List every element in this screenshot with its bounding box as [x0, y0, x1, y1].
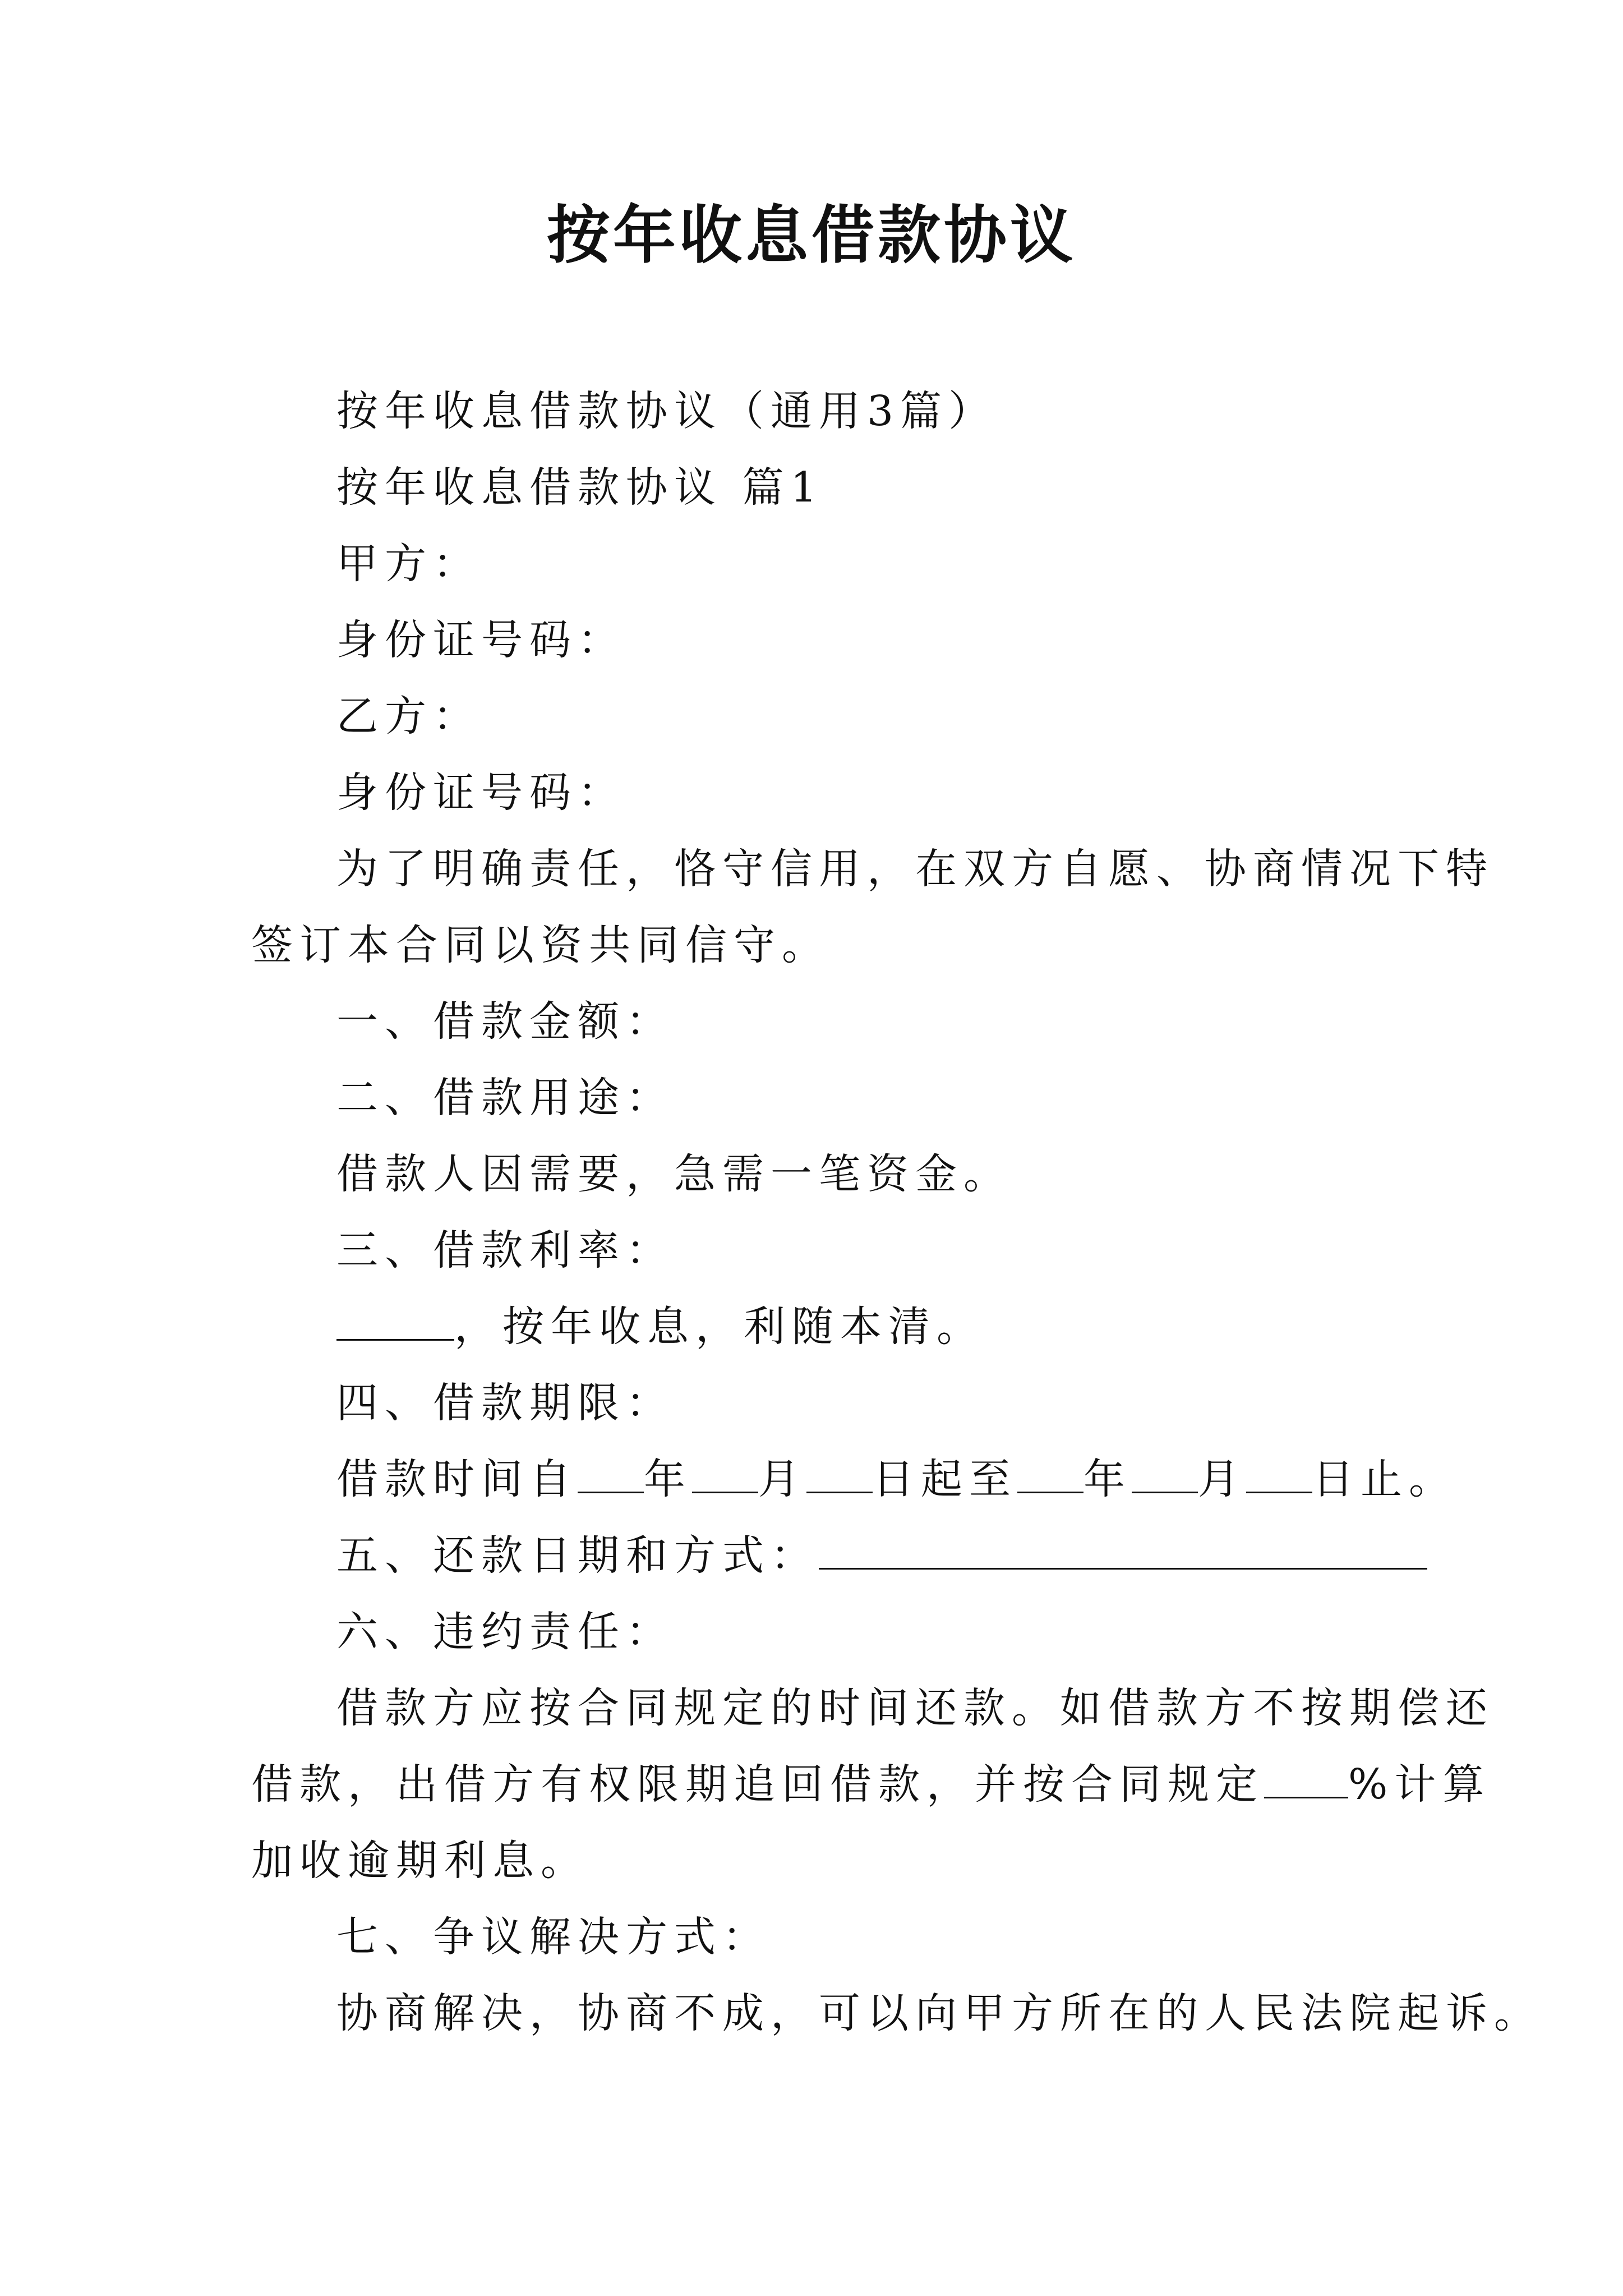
start-month-blank [692, 1457, 758, 1493]
party-b-label: 乙方： [336, 692, 481, 740]
clause-6-line-2 [251, 1746, 1491, 1823]
clause-3-heading: 三、借款利率： [336, 1226, 674, 1274]
end-month-label: 月 [1198, 1455, 1246, 1503]
clause-6-line-1: 借款方应按合同规定的时间还款。如借款方不按期偿还 [336, 1684, 1494, 1732]
clause-3-text [251, 1289, 1384, 1365]
clause-1-heading: 一、借款金额： [336, 997, 674, 1046]
penalty-rate-blank [1264, 1762, 1348, 1798]
preamble-line-2: 签订本合同以资共同信守。 [251, 921, 830, 969]
clause-6-heading: 六、违约责任： [336, 1608, 674, 1656]
end-day-label: 日止。 [1312, 1455, 1457, 1503]
start-year-blank [578, 1457, 644, 1493]
end-day-blank [1246, 1457, 1312, 1493]
clause-6-line-3: 加收逾期利息。 [251, 1837, 589, 1885]
clause-4-heading: 四、借款期限： [336, 1379, 674, 1427]
clause-5-heading [251, 1517, 1384, 1594]
repayment-method-blank [819, 1533, 1427, 1570]
clause-3-text-content: ，按年收息，利随本清。 [454, 1303, 985, 1351]
clause-5-label: 五、还款日期和方式： [336, 1531, 819, 1580]
party-a-id-label: 身份证号码： [336, 616, 626, 664]
end-month-blank [1132, 1457, 1198, 1493]
clause-2-text: 借款人因需要，急需一笔资金。 [336, 1150, 1012, 1198]
interest-rate-blank [336, 1304, 454, 1341]
document-body [251, 373, 1542, 2051]
document-title: 按年收息借款协议 [547, 199, 1076, 272]
start-year-label: 年 [644, 1455, 692, 1503]
clause-7-heading: 七、争议解决方式： [336, 1913, 771, 1961]
start-day-blank [806, 1457, 873, 1493]
section-heading: 按年收息借款协议 篇1 [336, 463, 824, 512]
end-year-label: 年 [1083, 1455, 1132, 1503]
loan-period-line [251, 1441, 1457, 1517]
collection-heading: 按年收息借款协议（通用3篇） [336, 387, 997, 435]
clause-2-heading: 二、借款用途： [336, 1074, 674, 1122]
clause-6-line-2-post: %计算 [1348, 1760, 1491, 1809]
loan-period-from: 借款时间自 [336, 1455, 578, 1503]
clause-7-text: 协商解决，协商不成，可以向甲方所在的人民法院起诉。 [336, 1989, 1542, 2037]
preamble-line-1: 为了明确责任，恪守信用，在双方自愿、协商情况下特 [336, 845, 1494, 893]
end-year-blank [1017, 1457, 1083, 1493]
party-a-label: 甲方： [336, 540, 481, 588]
clause-6-line-2-pre: 借款，出借方有权限期追回借款，并按合同规定 [251, 1760, 1264, 1809]
party-b-id-label: 身份证号码： [336, 769, 626, 817]
start-month-label: 月 [758, 1455, 806, 1503]
start-day-label: 日起至 [873, 1455, 1017, 1503]
